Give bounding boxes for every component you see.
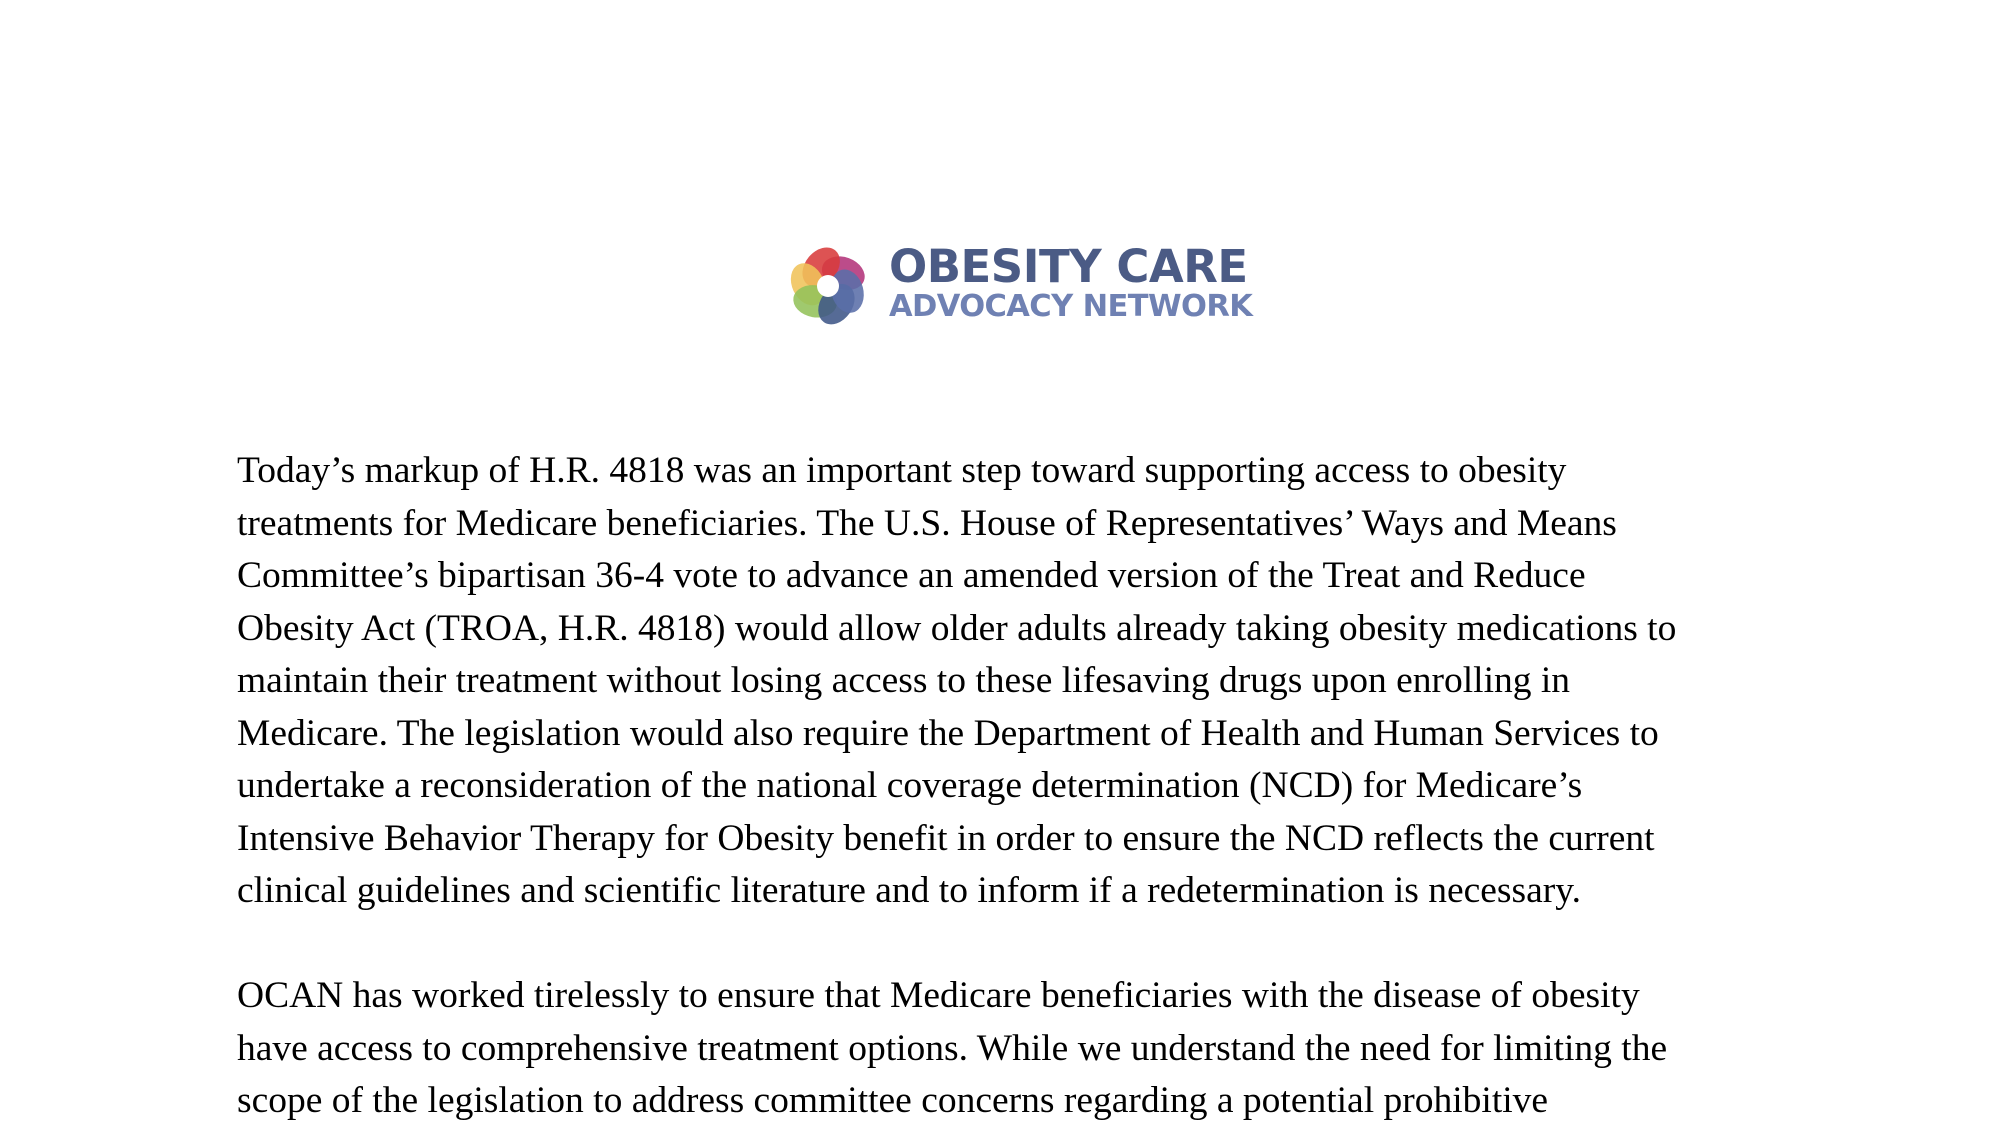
text-line: undertake a reconsideration of the national coverage determination (NCD) for Medicare’s xyxy=(237,765,1583,806)
paragraph-spacer xyxy=(237,918,1797,971)
text-line: Today’s markup of H.R. 4818 was an important step toward supporting access to obesity xyxy=(237,450,1567,491)
text-line: clinical guidelines and scientific literature and to inform if a redetermination is necessary. xyxy=(237,870,1581,911)
pinwheel-logo-icon xyxy=(780,238,876,334)
text-line: Intensive Behavior Therapy for Obesity benefit in order to ensure the NCD reflects the current xyxy=(237,817,1655,859)
text-line: treatments for Medicare beneficiaries. The U.S. House of Representatives’ Ways and Means xyxy=(237,502,1617,544)
paragraph-1 xyxy=(237,445,1797,918)
text-line: maintain their treatment without losing access to these lifesaving drugs upon enrolling in xyxy=(237,660,1571,701)
text-line: OCAN has worked tirelessly to ensure that Medicare beneficiaries with the disease of obesity xyxy=(237,975,1640,1016)
ocan-logo xyxy=(780,238,1253,334)
logo-wordmark xyxy=(889,240,1253,324)
paragraph-2 xyxy=(237,970,1797,1125)
body-text xyxy=(237,445,1797,1125)
logo-subtitle: ADVOCACY NETWORK xyxy=(889,289,1253,324)
text-line: scope of the legislation to address committee concerns regarding a potential prohibitive xyxy=(237,1080,1549,1121)
text-line: Committee’s bipartisan 36-4 vote to advance an amended version of the Treat and Reduce xyxy=(237,555,1586,596)
text-line: Medicare. The legislation would also require the Department of Health and Human Services to xyxy=(237,712,1659,754)
text-line: Obesity Act (TROA, H.R. 4818) would allow older adults already taking obesity medications to xyxy=(237,607,1677,649)
text-line: have access to comprehensive treatment options. While we understand the need for limiting the xyxy=(237,1027,1668,1069)
logo-title: OBESITY CARE xyxy=(889,240,1248,293)
